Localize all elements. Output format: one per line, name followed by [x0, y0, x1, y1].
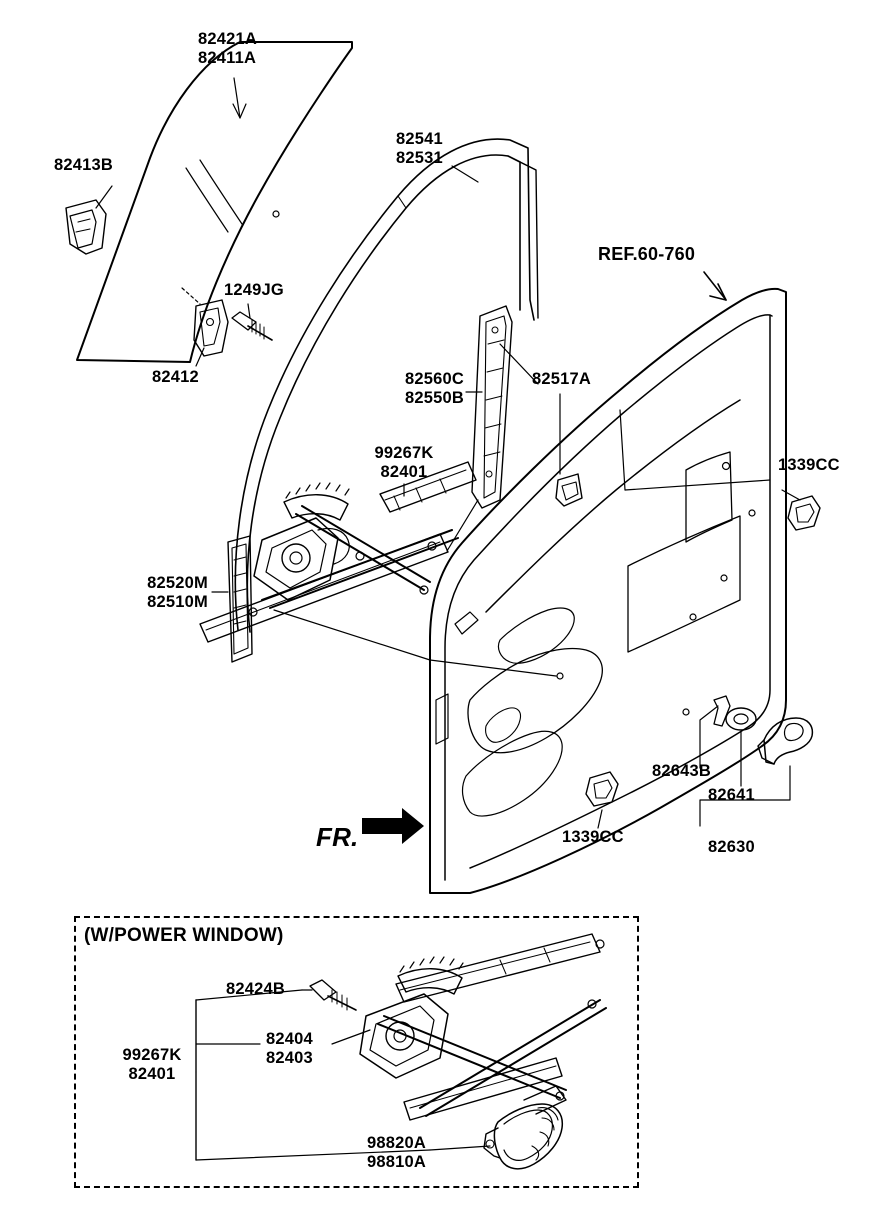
label-98810a-line2: 98810A — [367, 1153, 426, 1171]
label-82641: 82641 — [708, 786, 755, 804]
label-82517a: 82517A — [532, 370, 591, 388]
label-82541 — [396, 130, 443, 168]
label-inset-99267k — [98, 1046, 206, 1084]
label-inset-99267k-line1: 99267K — [122, 1046, 182, 1064]
label-82520m-line1: 82520M — [147, 574, 208, 592]
label-82401-line2: 82401 — [380, 463, 428, 481]
direction-marker-fr: FR. — [316, 822, 359, 852]
label-82421a — [198, 30, 257, 68]
label-inset-caption: (W/POWER WINDOW) — [84, 925, 284, 946]
label-82560c-line1: 82560C — [405, 370, 464, 388]
label-82520m — [100, 574, 208, 612]
label-82421a-line1: 82421A — [198, 30, 257, 48]
label-82404-line1: 82404 — [266, 1030, 313, 1048]
label-82510m-line2: 82510M — [147, 593, 208, 611]
label-82424b: 82424B — [226, 980, 285, 998]
label-1249jg: 1249JG — [224, 281, 284, 299]
label-1339cc-right: 1339CC — [778, 456, 840, 474]
label-82531-line2: 82531 — [396, 149, 443, 167]
label-98820a — [300, 1134, 426, 1172]
label-98820a-line1: 98820A — [367, 1134, 426, 1152]
label-82411a-line2: 82411A — [198, 49, 257, 67]
label-82404 — [266, 1030, 313, 1068]
label-82560c — [320, 370, 464, 408]
label-99267k-line1: 99267K — [374, 444, 434, 462]
label-1339cc-bottom: 1339CC — [562, 828, 624, 846]
label-82541-line1: 82541 — [396, 130, 443, 148]
label-ref-60-760: REF.60-760 — [598, 244, 696, 264]
label-82403-line2: 82403 — [266, 1049, 313, 1067]
label-82643b: 82643B — [652, 762, 711, 780]
label-82413b: 82413B — [54, 156, 113, 174]
label-inset-82401-line2: 82401 — [128, 1065, 176, 1083]
label-82550b-line2: 82550B — [405, 389, 464, 407]
label-82412: 82412 — [152, 368, 199, 386]
label-82630: 82630 — [708, 838, 755, 856]
label-99267k — [334, 444, 474, 482]
